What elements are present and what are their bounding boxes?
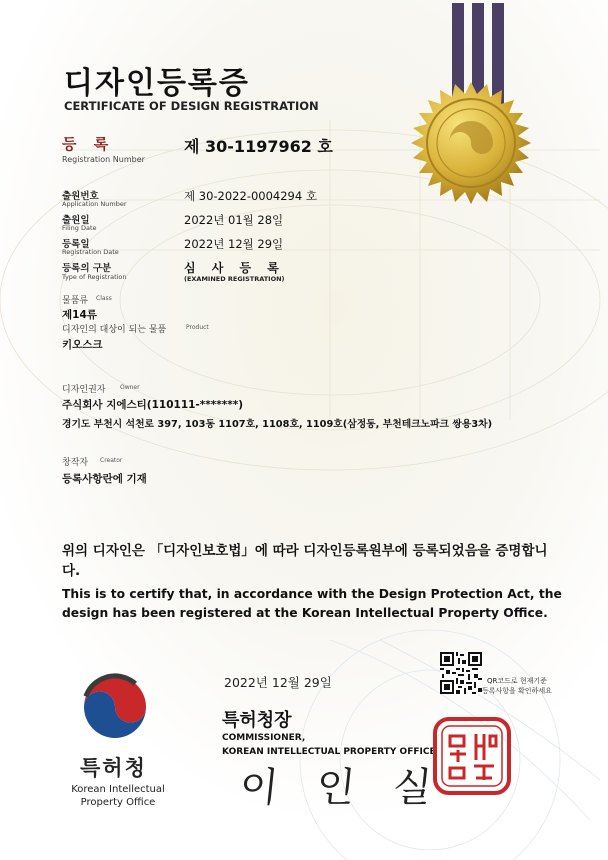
qr-instructions-line1: QR코드로 현재기준 xyxy=(486,677,547,685)
registration-label: 등 록 xyxy=(62,135,115,153)
registration-label-en: Registration Number xyxy=(62,155,145,164)
application-label-en: Application Number xyxy=(62,200,127,208)
certificate-subtitle: CERTIFICATE OF DESIGN REGISTRATION xyxy=(64,99,319,113)
creator-label: 창작자 xyxy=(62,458,89,468)
application-number: 제 30-2022-0004294 호 xyxy=(184,189,317,203)
product-label-en: Product xyxy=(186,324,209,331)
owner-name: 주식회사 지에스티(110111-*******) xyxy=(62,399,244,411)
filing-label-en: Filing Date xyxy=(62,224,97,232)
application-label: 출원번호 xyxy=(62,191,99,202)
type-value-en: (EXAMINED REGISTRATION) xyxy=(184,275,285,283)
product-value: 키오스크 xyxy=(62,339,103,351)
registration-number: 제 30-1197962 호 xyxy=(184,137,333,156)
qr-instructions xyxy=(482,676,552,696)
owner-address: 경기도 부천시 석천로 397, 103동 1107호, 1108호, 1109호(삼정동, 부천테크노파크 쌍용3차) xyxy=(62,419,493,430)
creator-value: 등록사항란에 기재 xyxy=(62,473,147,485)
filing-date: 2022년 01월 28일 xyxy=(184,213,284,227)
class-value: 제14류 xyxy=(62,309,97,321)
owner-label-en: Owner xyxy=(120,384,140,391)
creator-label-en: Creator xyxy=(100,457,123,464)
kipo-name-en-line1: Korean Intellectual xyxy=(71,784,165,795)
type-label: 등록의 구분 xyxy=(62,263,112,274)
gold-seal-icon xyxy=(405,80,537,212)
class-label-en: Class xyxy=(96,295,112,302)
qr-code-icon[interactable] xyxy=(440,652,482,694)
official-stamp-icon xyxy=(432,716,512,796)
registration-date: 2022년 12월 29일 xyxy=(184,237,284,251)
certificate-title: 디자인등록증 xyxy=(64,66,250,101)
issuer-title-en-line1: COMMISSIONER, xyxy=(222,733,306,743)
issue-date: 2022년 12월 29일 xyxy=(224,675,332,690)
certification-statement-en: This is to certify that, in accordance with the Design Protection Act, the design has been registered at the Korean Intellectual Property Office. xyxy=(62,587,562,620)
kipo-logo-icon xyxy=(78,670,152,744)
qr-instructions-line2: 등록사항을 확인하세요 xyxy=(482,687,552,695)
registration-date-label: 등록일 xyxy=(62,239,90,250)
kipo-name: 특허청 xyxy=(80,756,147,780)
certification-statement-ko: 위의 디자인은 「디자인보호법」에 따라 디자인등록원부에 등록되었음을 증명합니다. xyxy=(62,543,548,579)
type-label-en: Type of Registration xyxy=(62,273,127,281)
registration-date-label-en: Registration Date xyxy=(62,248,119,256)
filing-label: 출원일 xyxy=(62,215,90,226)
type-value: 심 사 등 록 xyxy=(184,261,285,275)
kipo-name-en-line2: Property Office xyxy=(80,797,156,808)
product-label: 디자인의 대상이 되는 물품 xyxy=(62,325,167,335)
issuer-title: 특허청장 xyxy=(222,710,292,731)
owner-label: 디자인권자 xyxy=(62,385,106,395)
handwritten-signature: 이인실 xyxy=(237,765,472,811)
class-label: 물품류 xyxy=(62,296,89,306)
kipo-name-en xyxy=(58,783,178,809)
issuer-title-en-line2: KOREAN INTELLECTUAL PROPERTY OFFICE xyxy=(222,747,436,757)
